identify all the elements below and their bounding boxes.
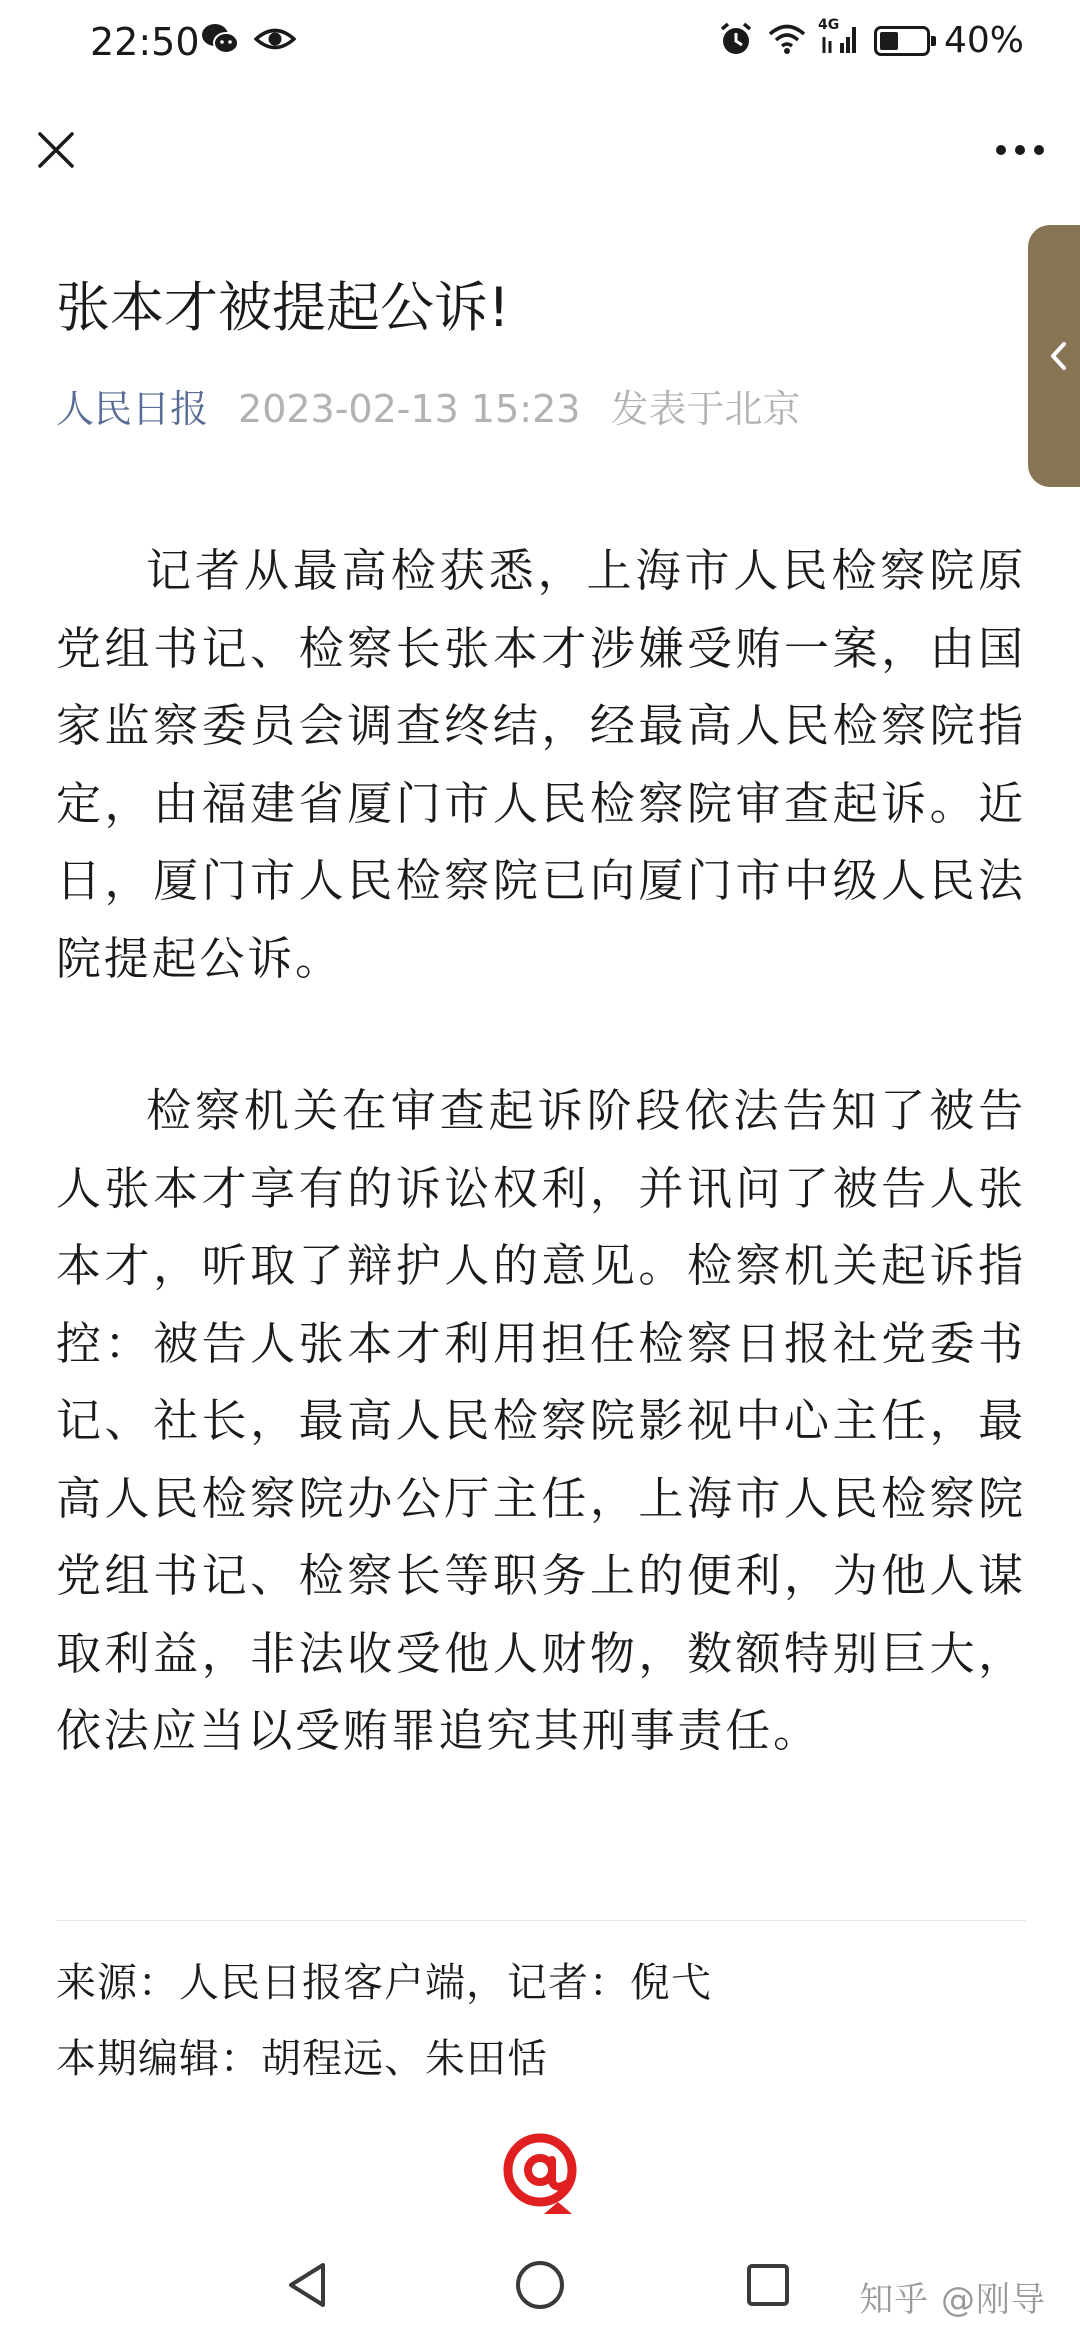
article-paragraph: 检察机关在审查起诉阶段依法告知了被告人张本才享有的诉讼权利，并讯问了被告人张本才，听取了辩护人的意见。检察机关起诉指控：被告人张本才利用担任检察日报社党委书记、社长，最高人民检察院影视中心主任，最高人民检察院办公厅主任，上海市人民检察院党组书记、检察长等职务上的便利，为他人谋取利益，非法收受他人财物，数额特别巨大，依法应当以受贿罪追究其刑事责任。 (56, 1084, 1026, 1757)
back-triangle-icon (283, 2259, 331, 2311)
battery-percent: 40% (943, 20, 1024, 61)
alarm-icon (718, 21, 754, 61)
publisher-logo (500, 2130, 580, 2216)
article-title: 张本才被提起公诉! (56, 276, 510, 339)
article (56, 270, 1026, 2082)
close-button[interactable] (28, 122, 84, 178)
recents-square-icon (743, 2260, 793, 2310)
status-time: 22:50 (90, 20, 200, 64)
article-editor-credit: 本期编辑：胡程远、朱田恬 (56, 2036, 548, 2082)
more-button[interactable] (980, 122, 1060, 178)
more-icon (994, 143, 1046, 157)
article-source-link[interactable]: 人民日报 (56, 387, 209, 431)
side-panel-tab[interactable] (1028, 225, 1080, 487)
close-icon (34, 128, 78, 172)
nav-back-button[interactable] (272, 2250, 342, 2320)
status-bar (0, 0, 1080, 90)
at-logo-icon (500, 2130, 580, 2216)
article-meta (56, 382, 1026, 436)
article-location: 发表于北京 (610, 387, 801, 431)
nav-recents-button[interactable] (733, 2250, 803, 2320)
wechat-icon (200, 22, 240, 60)
article-paragraph: 记者从最高检获悉，上海市人民检察院原党组书记、检察长张本才涉嫌受贿一案，由国家监察委员会调查终结，经最高人民检察院指定，由福建省厦门市人民检察院审查起诉。近日，厦门市人民检察院已向厦门市中级人民法院提起公诉。 (56, 544, 1026, 985)
battery-icon (874, 26, 930, 56)
article-source-credit: 来源：人民日报客户端，记者：倪弋 (56, 1960, 712, 2006)
footer-divider (56, 1920, 1026, 1921)
battery-fill (880, 32, 898, 50)
nav-home-button[interactable] (505, 2250, 575, 2320)
signal-icon: 4G (820, 23, 860, 59)
chevron-left-icon (1047, 339, 1069, 373)
eye-icon (254, 22, 296, 60)
home-circle-icon (513, 2258, 567, 2312)
watermark: 知乎 @刚导 (859, 2280, 1046, 2320)
article-date: 2023-02-13 15:23 (238, 387, 581, 431)
wifi-icon (768, 23, 806, 59)
